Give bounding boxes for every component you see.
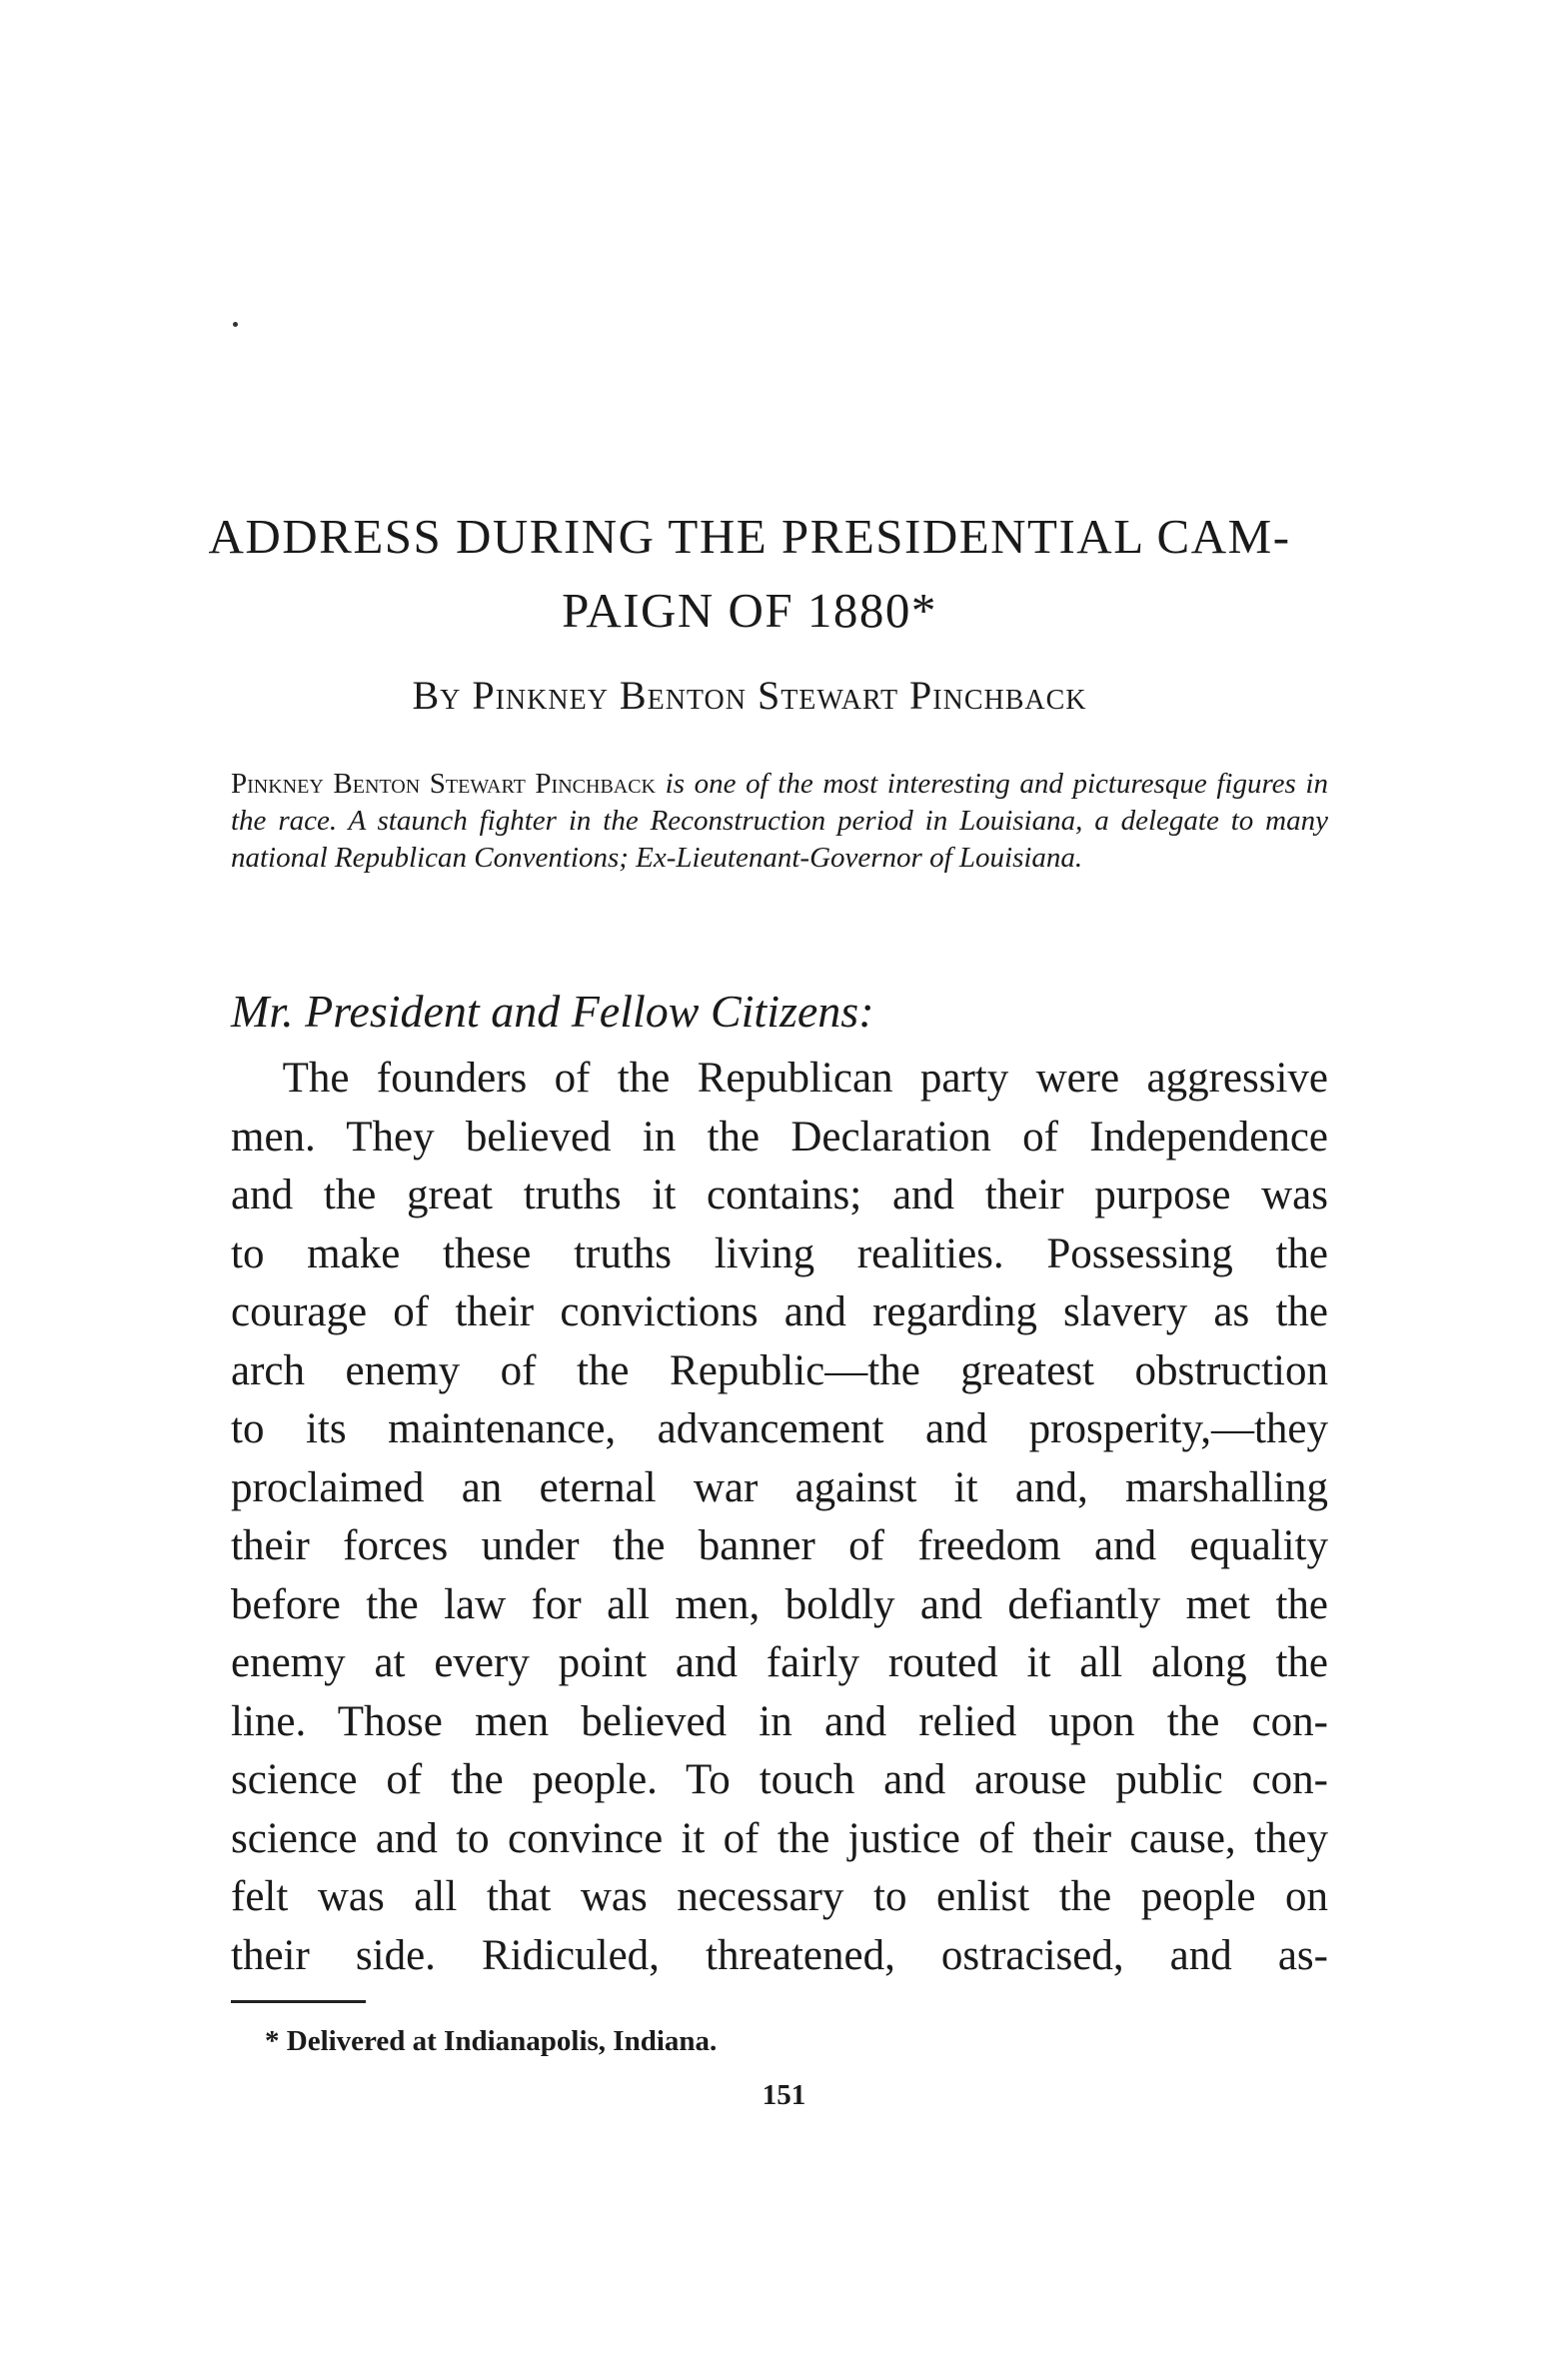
body-line: their forces under the banner of freedom and equality bbox=[231, 1522, 1328, 1569]
page-number: 151 bbox=[762, 2079, 806, 2111]
body-line: science and to convince it of the justice of their cause, they bbox=[231, 1814, 1328, 1862]
body-line: science of the people. To touch and arouse public con- bbox=[231, 1756, 1328, 1803]
title-line-1: ADDRESS DURING THE PRESIDENTIAL CAM- bbox=[208, 509, 1291, 564]
body-line: before the law for all men, boldly and defiantly met the bbox=[231, 1580, 1328, 1628]
article-title bbox=[160, 500, 1339, 648]
body-line: felt was all that was necessary to enlist the people on bbox=[231, 1873, 1328, 1920]
body-line: men. They believed in the Declaration of Independence bbox=[231, 1113, 1328, 1161]
body-line: proclaimed an eternal war against it and, marshalling bbox=[231, 1463, 1328, 1511]
speech-body bbox=[231, 1050, 1328, 1985]
title-line-2: PAIGN OF 1880* bbox=[562, 583, 937, 638]
intro-author-name: Pinkney Benton Stewart Pinchback bbox=[231, 768, 657, 800]
body-line: arch enemy of the Republic—the greatest obstruction bbox=[231, 1346, 1328, 1394]
intro-description: is one of the most interesting and picturesque figures in the race. A staunch fighter in the Reconstruction period in Louisiana, a delegate to many national Republican Conventions; Ex-Lieutenant-Governor of Louisiana. bbox=[231, 768, 1328, 874]
body-line: The founders of the Republican party were aggressive bbox=[282, 1055, 1328, 1102]
body-line: and the great truths it contains; and their purpose was bbox=[231, 1172, 1328, 1218]
footnote-divider bbox=[231, 2000, 366, 2003]
body-line: to its maintenance, advancement and prosperity,—they bbox=[231, 1405, 1328, 1452]
body-line: their side. Ridiculed, threatened, ostracised, and as- bbox=[231, 1931, 1328, 1979]
body-line: enemy at every point and fairly routed it all along the bbox=[231, 1639, 1328, 1686]
body-line: to make these truths living realities. Possessing the bbox=[231, 1229, 1328, 1277]
body-line: line. Those men believed in and relied upon the con- bbox=[231, 1697, 1328, 1745]
speech-salutation: Mr. President and Fellow Citizens: bbox=[231, 986, 874, 1037]
author-introduction bbox=[231, 766, 1328, 877]
author-byline: By Pinkney Benton Stewart Pinchback bbox=[412, 673, 1087, 718]
body-line: courage of their convictions and regarding slavery as the bbox=[231, 1288, 1328, 1335]
ink-speck bbox=[233, 322, 238, 327]
footnote: * Delivered at Indianapolis, Indiana. bbox=[265, 2025, 718, 2057]
